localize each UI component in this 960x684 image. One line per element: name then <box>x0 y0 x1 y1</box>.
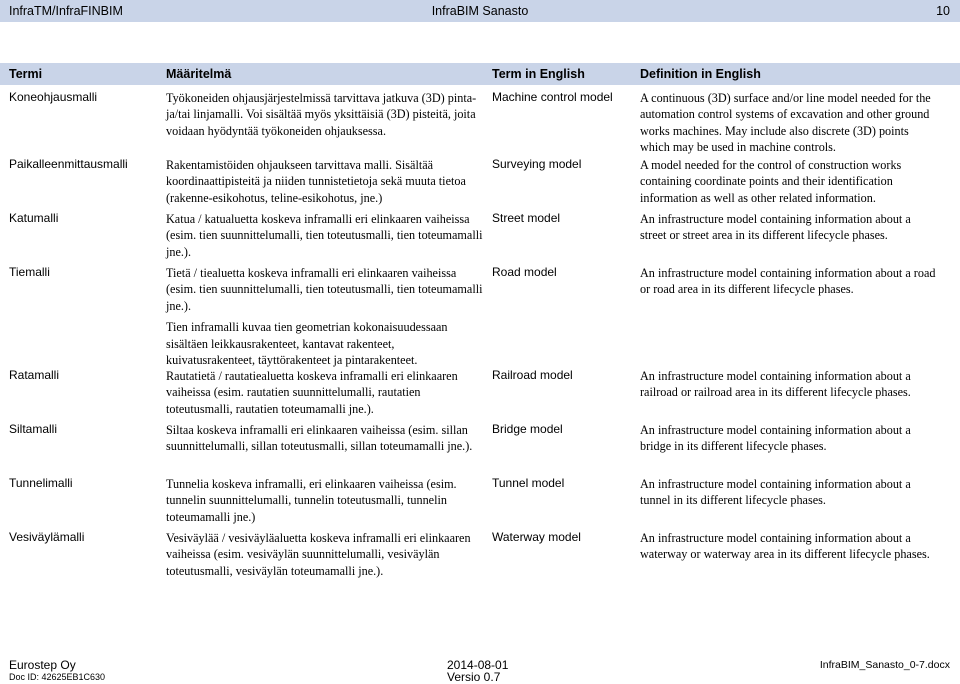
definition-en-paragraph: An infrastructure model containing information about a waterway or waterway area in its different lifecycle phases. <box>640 531 930 562</box>
term-cell: Tunnelimalli <box>9 476 73 490</box>
term-en-cell: Bridge model <box>492 422 563 436</box>
term-cell: Vesiväylämalli <box>9 530 85 544</box>
definition-fi-cell <box>166 476 484 525</box>
definition-en-paragraph: An infrastructure model containing information about a street or street area in its different lifecycle phases. <box>640 212 911 243</box>
definition-en-cell <box>640 90 940 156</box>
definition-fi-cell <box>166 211 484 260</box>
definition-en-cell <box>640 157 940 206</box>
definition-en-cell <box>640 265 940 298</box>
term-en-cell: Surveying model <box>492 157 582 171</box>
definition-en-paragraph: An infrastructure model containing information about a railroad or railroad area in its different lifecycle phases. <box>640 369 911 400</box>
column-header-definition-fi: Määritelmä <box>166 67 232 81</box>
term-cell: Paikalleenmittausmalli <box>9 157 128 171</box>
term-en-cell: Road model <box>492 265 557 279</box>
definition-en-cell <box>640 211 940 244</box>
term-en-cell: Street model <box>492 211 561 225</box>
term-en-cell: Machine control model <box>492 90 613 104</box>
table-header <box>0 63 960 85</box>
definition-en-paragraph: An infrastructure model containing information about a tunnel in its different lifecycle phases. <box>640 477 911 508</box>
page-header <box>0 0 960 22</box>
footer-filename: InfraBIM_Sanasto_0-7.docx <box>819 659 950 671</box>
definition-en-cell <box>640 368 940 401</box>
page-footer <box>0 657 960 684</box>
definition-fi-cell <box>166 368 484 417</box>
term-cell: Tiemalli <box>9 265 50 279</box>
definition-fi-cell <box>166 530 484 579</box>
definition-fi-paragraph: Rakentamistöiden ohjaukseen tarvittava malli. Sisältää koordinaattipisteitä ja niiden tunnistetietoja sekä muuta tietoa (rakenne-esikohotus, teline-esikohotus, jne.) <box>166 158 466 205</box>
definition-fi-paragraph: Katua / katualuetta koskeva inframalli eri elinkaaren vaiheissa (esim. tien suunnittelumalli, tien toteutusmalli, tien toteumamalli jne.). <box>166 212 483 259</box>
definition-fi-paragraph: Rautatietä / rautatiealuetta koskeva inframalli eri elinkaaren vaiheissa (esim. rautatien suunnittelumalli, rautatien toteutusmalli, rautatien toteumamalli jne.). <box>166 369 458 416</box>
term-cell: Koneohjausmalli <box>9 90 98 104</box>
definition-fi-paragraph: Työkoneiden ohjausjärjestelmissä tarvittava jatkuva (3D) pinta- ja/tai linjamalli. Voi sisältää myös yksittäisiä (3D) pisteitä, joita voidaan hyödyntää työkoneiden ohjauksessa. <box>166 91 477 138</box>
definition-en-paragraph: A continuous (3D) surface and/or line model needed for the automation control systems of excavation and other ground works machines. May include also discrete (3D) points which may be used in machine controls. <box>640 91 931 155</box>
term-cell: Katumalli <box>9 211 59 225</box>
footer-doc-id: Doc ID: 42625EB1C630 <box>9 672 106 682</box>
term-cell: Ratamalli <box>9 368 60 382</box>
footer-date: 2014-08-01 <box>447 658 509 672</box>
definition-en-cell <box>640 476 940 509</box>
definition-fi-paragraph: Siltaa koskeva inframalli eri elinkaaren vaiheissa (esim. sillan suunnittelumalli, sillan toteutusmalli, sillan toteumamalli jne.). <box>166 423 473 454</box>
column-header-term: Termi <box>9 67 43 81</box>
footer-company: Eurostep Oy <box>9 658 76 672</box>
term-en-cell: Railroad model <box>492 368 573 382</box>
definition-en-paragraph: A model needed for the control of construction works containing coordinate points and their identification information as well as other related information. <box>640 158 902 205</box>
definition-en-paragraph: An infrastructure model containing information about a bridge in its different lifecycle phases. <box>640 423 911 454</box>
definition-fi-paragraph: Tietä / tiealuetta koskeva inframalli eri elinkaaren vaiheissa (esim. tien suunnittelumalli, tien toteutusmalli, tien toteumamalli jne.). <box>166 266 483 313</box>
definition-fi-cell <box>166 157 484 206</box>
footer-version: Versio 0.7 <box>447 670 501 684</box>
header-title: InfraBIM Sanasto <box>431 4 529 18</box>
column-header-term-en: Term in English <box>492 67 585 81</box>
definition-fi-paragraph: Vesiväylää / vesiväyläaluetta koskeva inframalli eri elinkaaren vaiheissa (esim. vesiväylän suunnittelumalli, vesiväylän toteutusmalli, vesiväylän toteumamalli jne.). <box>166 531 471 578</box>
term-cell: Siltamalli <box>9 422 58 436</box>
column-header-definition-en: Definition in English <box>640 67 761 81</box>
header-page-number: 10 <box>936 4 950 18</box>
definition-fi-paragraph: Tunnelia koskeva inframalli, eri elinkaaren vaiheissa (esim. tunnelin suunnittelumalli, tunnelin toteutusmalli, tunnelin toteumamalli jne.) <box>166 477 457 524</box>
definition-fi-paragraph: Tien inframalli kuvaa tien geometrian kokonaisuudessaan sisältäen leikkausrakenteet, kantavat rakenteet, kuivatusrakenteet, täyttörakenteet ja pintarakenteet. <box>166 320 448 368</box>
definition-fi-cell <box>166 422 484 455</box>
term-en-cell: Waterway model <box>492 530 581 544</box>
definition-en-paragraph: An infrastructure model containing information about a road or road area in its different lifecycle phases. <box>640 266 936 297</box>
header-project: InfraTM/InfraFINBIM <box>9 4 123 18</box>
definition-en-cell <box>640 422 940 455</box>
definition-en-cell <box>640 530 940 563</box>
definition-fi-cell <box>166 90 484 139</box>
term-en-cell: Tunnel model <box>492 476 565 490</box>
definition-fi-cell <box>166 265 484 368</box>
